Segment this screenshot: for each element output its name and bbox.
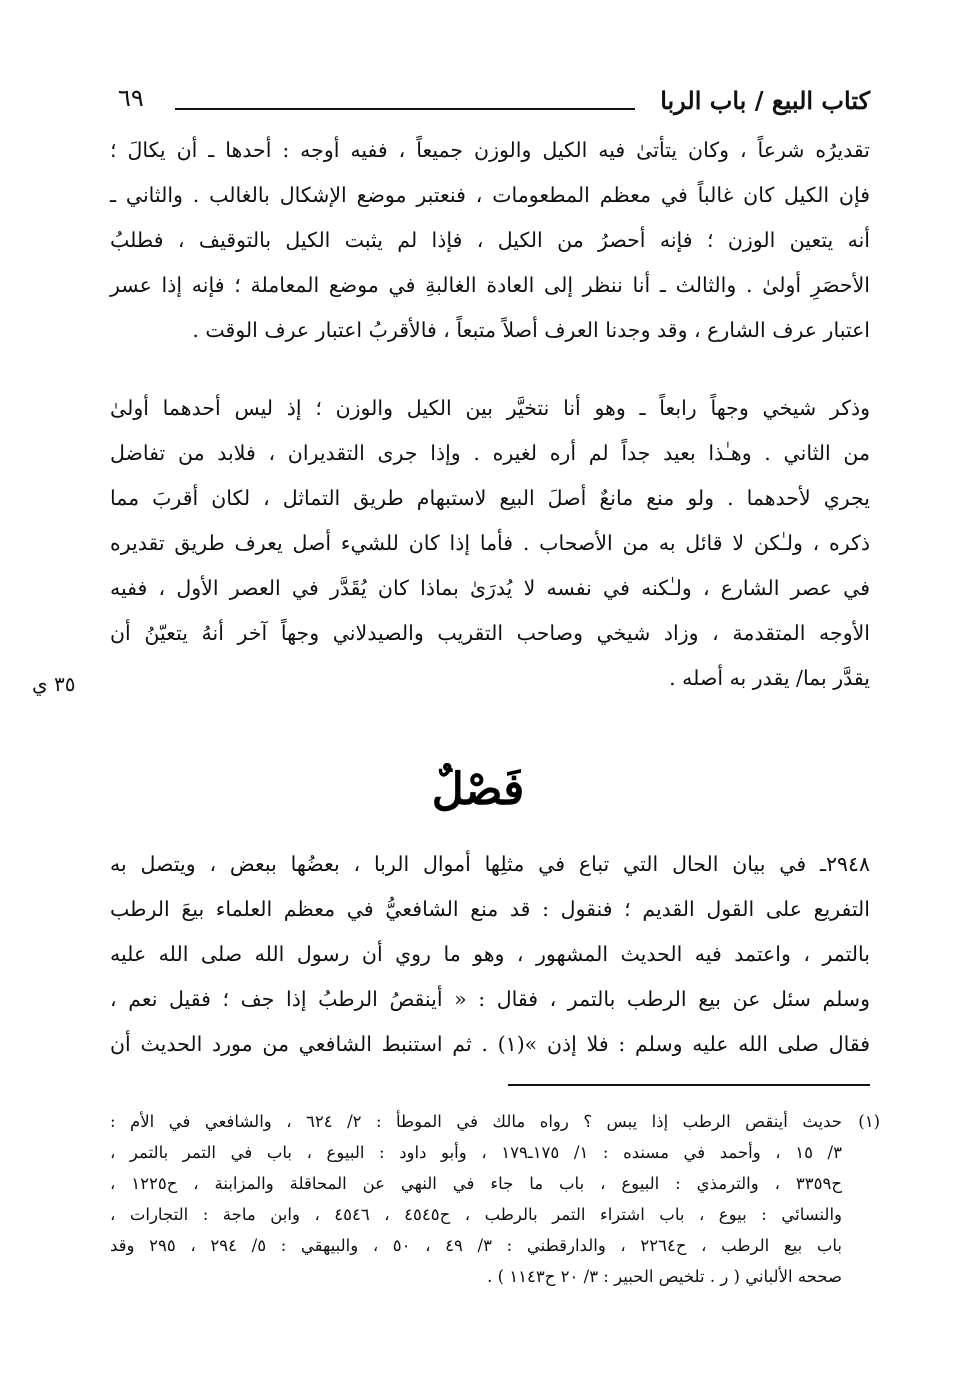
text-line: أنه يتعين الوزن ؛ فإنه أحصرُ من الكيل ، فإذا لم يثبت الكيل بالتوقيف ، فطلبُ — [110, 228, 870, 252]
footnote-separator — [508, 1084, 870, 1086]
section-heading-ornament — [418, 752, 538, 832]
text-line: وسلم سئل عن بيع الرطب بالتمر ، فقال : « أينقصُ الرطبُ إذا جف ؛ فقيل نعم ، — [110, 987, 870, 1011]
text-line: ٢٩٤٨ـ في بيان الحال التي تباع في مثلِها أموال الربا ، بعضُها ببعض ، ويتصل به — [110, 852, 870, 876]
footnote-line: ح٣٣٥٩ ، والترمذي : البيوع ، باب ما جاء في النهي عن المحاقلة والمزابنة ، ح١٢٢٥ ، — [110, 1174, 842, 1193]
text-line: فقال صلى الله عليه وسلم : فلا إذن »(١) . ثم استنبط الشافعي من مورد الحديث أن — [110, 1032, 871, 1056]
text-line: ذكره ، ولـٰكن لا قائل به من الأصحاب . فأما إذا كان للشيء أصل يعرف طريق تقديره — [110, 531, 870, 555]
text-line: الأحصَرِ أولىٰ . والثالث ـ أنا ننظر إلى العادة الغالبةِ في موضع المعاملة ؛ فإنه إذا عسر — [110, 273, 870, 297]
text-line: يقدَّر بما/ يقدر به أصله . — [669, 666, 870, 690]
running-header — [110, 82, 870, 122]
paragraph-2 — [110, 386, 870, 701]
footnote-line: والنسائي : بيوع ، باب اشتراء التمر بالرطب ، ح٤٥٤٥ ، ٤٥٤٦ ، وابن ماجة : التجارات ، — [110, 1205, 842, 1224]
text-line: في عصر الشارع ، ولـٰكنه في نفسه لا يُدرَىٰ بماذا كان يُقَدَّر في العصر الأول ، ففيه — [110, 576, 870, 600]
margin-note: ٣٥ ي — [32, 672, 76, 696]
text-line: تقديرُه شرعاً ، وكان يتأتىٰ فيه الكيل والوزن جميعاً ، ففيه أوجه : أحدها ـ أن يكالَ ؛ — [110, 138, 870, 162]
paragraph-3 — [110, 842, 870, 1067]
section-heading: فَصْلٌ — [431, 764, 525, 815]
footnote-number: (١) — [858, 1112, 880, 1131]
text-line: التفريع على القول القديم ؛ فنقول : قد منع الشافعيُّ في معظم العلماء بيعَ الرطب — [110, 897, 870, 921]
text-line: فإن الكيل كان غالباً في معظم المطعومات ، فنعتبر موضع الإشكال بالغالب . والثاني ـ — [110, 183, 870, 207]
text-line: الأوجه المتقدمة ، وزاد شيخي وصاحب التقريب والصيدلاني وجهاً آخر أنهُ يتعيّنُ أن — [110, 621, 870, 645]
footnote-line: ٣/ ١٥ ، وأحمد في مسنده : ١/ ١٧٥ـ١٧٩ ، وأبو داود : البيوع ، باب في التمر بالتمر ، — [110, 1143, 842, 1162]
footnote-line: صححه الألباني ( ر . تلخيص الحبير : ٣/ ٢٠ ح١١٤٣ ) . — [487, 1267, 842, 1286]
text-line: من الثاني . وهـٰذا بعيد جداً لم أره لغيره . وإذا جرى التقديران ، فلابد من تفاضل — [110, 441, 870, 465]
header-rule — [175, 108, 635, 110]
text-line: بالتمر ، واعتمد فيه الحديث المشهور ، وهو ما روي أن رسول الله صلى الله عليه — [110, 942, 870, 966]
text-line: اعتبار عرف الشارع ، وقد وجدنا العرف أصلاً متبعاً ، فالأقربُ اعتبار عرف الوقت . — [192, 318, 870, 342]
footnote-body — [110, 1106, 842, 1292]
footnote-line: باب بيع الرطب ، ح٢٢٦٤ ، والدارقطني : ٣/ ٤٩ ، ٥٠ ، والبيهقي : ٥/ ٢٩٤ ، ٢٩٥ وقد — [110, 1236, 842, 1255]
paragraph-1 — [110, 128, 870, 353]
text-line: وذكر شيخي وجهاً رابعاً ـ وهو أنا نتخيَّر بين الكيل والوزن ؛ إذ ليس أحدهما أولىٰ — [110, 396, 870, 420]
running-title: كتاب البيع / باب الربا — [660, 86, 870, 115]
footnote — [110, 1106, 880, 1292]
page-number: ٦٩ — [118, 84, 144, 112]
footnote-line: حديث أينقص الرطب إذا يبس ؟ رواه مالك في الموطأ : ٢/ ٦٢٤ ، والشافعي في الأم : — [110, 1112, 842, 1131]
text-line: يجري لأحدهما . ولو منع مانعٌ أصلَ البيع لاستبهام طريق التماثل ، لكان أقربَ مما — [110, 486, 870, 510]
